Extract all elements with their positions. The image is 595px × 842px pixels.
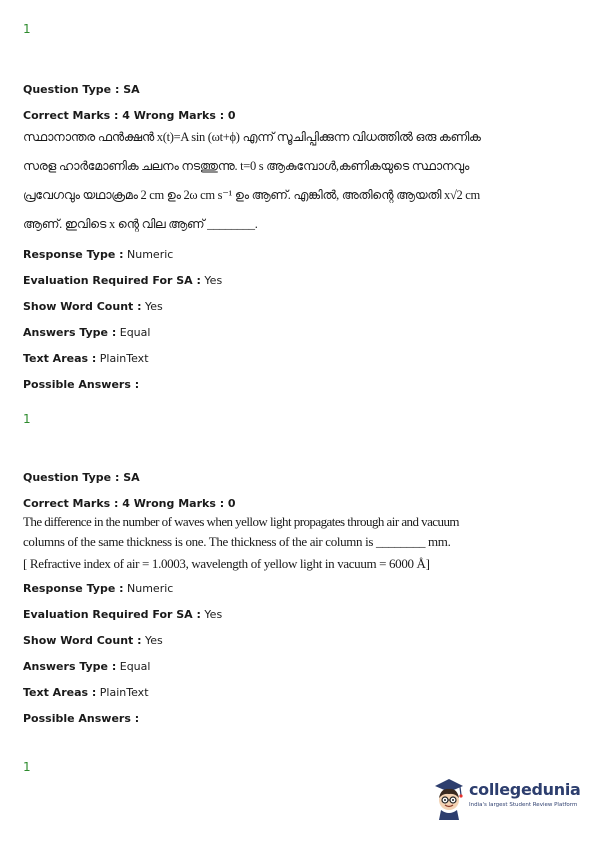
evaluation-required-1: Evaluation Required For SA : Yes (23, 274, 223, 287)
answers-type-1: Answers Type : Equal (23, 326, 151, 339)
question-line: ആണ്. ഇവിടെ x ന്റെ വില ആണ് ________. (23, 217, 258, 231)
question-line: പ്രവേഗവും യഥാക്രമം 2 cm ഉം 2ω cm s⁻¹ ഉം ആണ്. എങ്കിൽ, അതിന്റെ ആയതി x√2 cm (23, 188, 480, 202)
text-areas-2: Text Areas : PlainText (23, 686, 149, 699)
text-areas-1: Text Areas : PlainText (23, 352, 149, 365)
show-word-count-2: Show Word Count : Yes (23, 634, 163, 647)
show-word-count-1: Show Word Count : Yes (23, 300, 163, 313)
logo-wordmark: collegedunia (469, 780, 581, 799)
page-number: 1 (23, 22, 31, 36)
question-text-1 (23, 123, 481, 239)
marks-1: Correct Marks : 4 Wrong Marks : 0 (23, 109, 236, 122)
possible-answers-2: Possible Answers : (23, 712, 140, 725)
mascot-icon (431, 776, 467, 820)
question-line: columns of the same thickness is one. The thickness of the air column is ________ mm. (23, 534, 451, 549)
question-line: [ Refractive index of air = 1.0003, wavelength of yellow light in vacuum = 6000 Å] (23, 556, 430, 571)
possible-answers-1: Possible Answers : (23, 378, 140, 391)
response-type-2: Response Type : Numeric (23, 582, 174, 595)
logo-tagline: India's largest Student Review Platform (469, 802, 578, 808)
collegedunia-logo (431, 776, 581, 822)
question-line: The difference in the number of waves when yellow light propagates through air and vacuum (23, 514, 459, 529)
answer-2: 1 (23, 760, 31, 774)
marks-2: Correct Marks : 4 Wrong Marks : 0 (23, 497, 236, 510)
question-block-2 (23, 471, 463, 726)
question-line: സ്ഥാനാന്തര ഫൻക്ഷൻ x(t)=A sin (ωt+ϕ) എന്ന് സൂചിപ്പിക്കുന്ന വിധത്തിൽ ഒരു കണിക (23, 130, 481, 144)
question-text-2 (23, 512, 463, 574)
question-type-2: Question Type : SA (23, 471, 140, 484)
answers-type-2: Answers Type : Equal (23, 660, 151, 673)
evaluation-required-2: Evaluation Required For SA : Yes (23, 608, 223, 621)
question-type-1: Question Type : SA (23, 83, 140, 96)
question-block-1 (23, 83, 481, 392)
answer-1: 1 (23, 412, 31, 426)
question-line: സരള ഹാർമോണിക ചലനം നടത്തുന്നു. t=0 s ആകുമ്പോൾ,കണികയുടെ സ്ഥാനവും (23, 159, 470, 173)
response-type-1: Response Type : Numeric (23, 248, 174, 261)
